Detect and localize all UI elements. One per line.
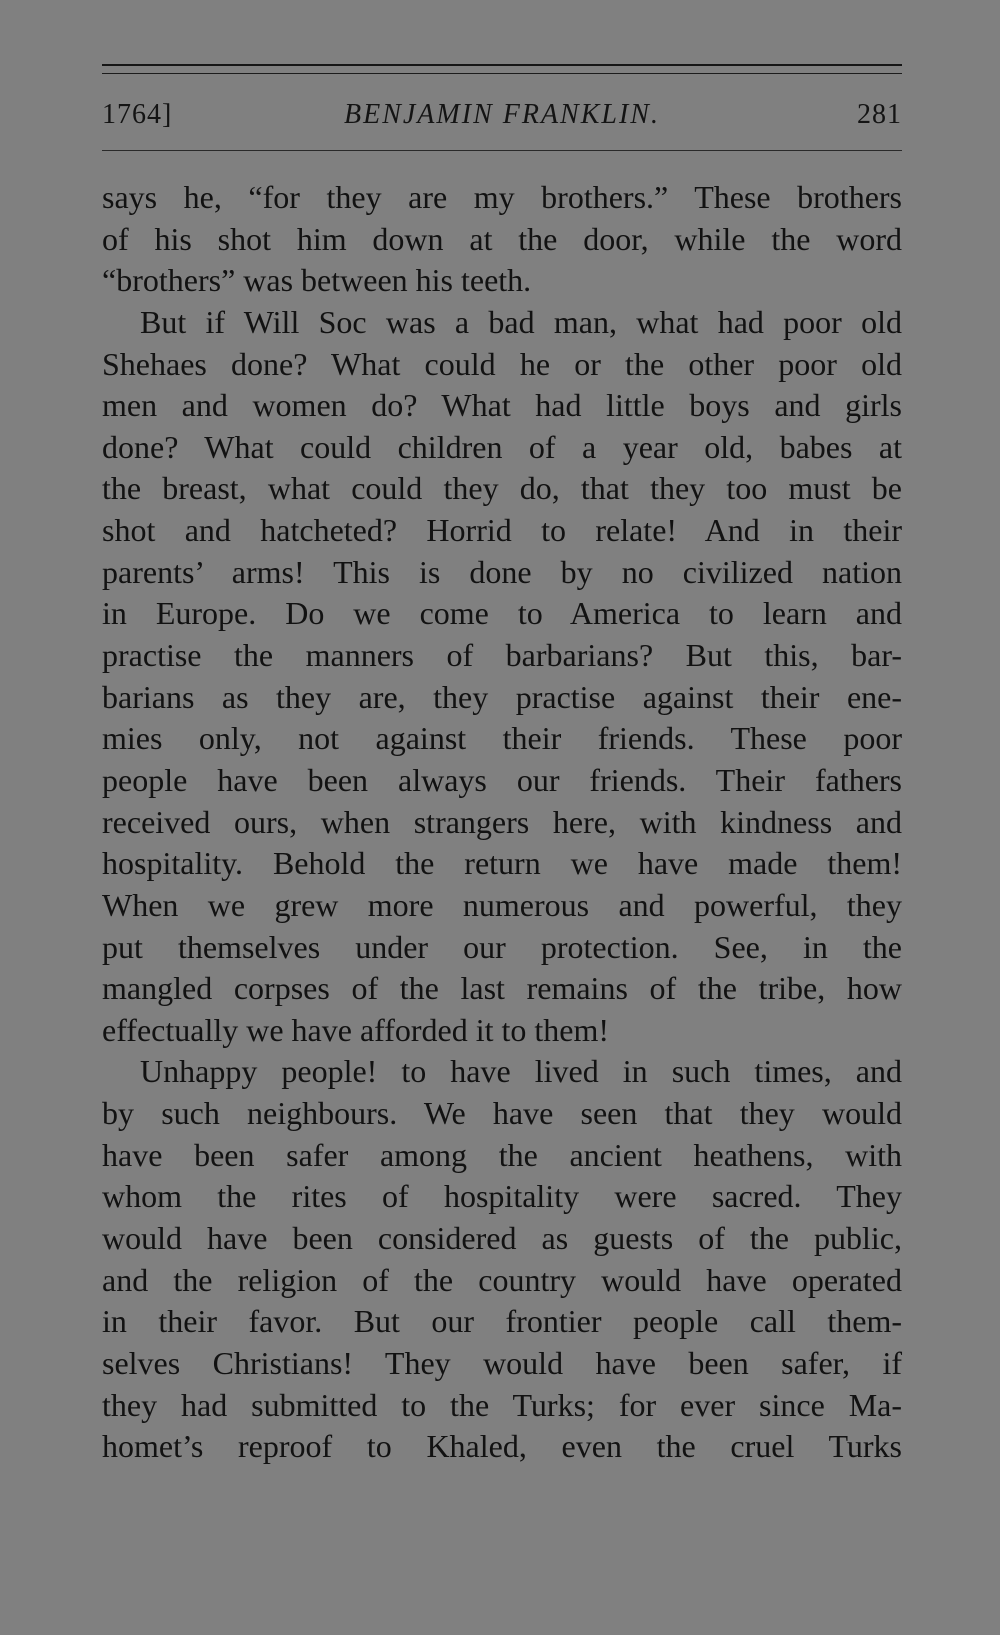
- text-line: effectually we have afforded it to them!: [102, 1011, 610, 1048]
- text-line: they had submitted to the Turks; for ever since Ma-: [102, 1386, 902, 1423]
- text-line: would have been considered as guests of the public,: [102, 1220, 902, 1257]
- text-line: and the religion of the country would have operated: [102, 1261, 902, 1298]
- text-line: “brothers” was between his teeth.: [102, 262, 532, 299]
- paragraph: [102, 302, 902, 1052]
- text-line: in Europe. Do we come to America to learn and: [102, 595, 902, 632]
- text-line: mies only, not against their friends. These poor: [102, 720, 902, 757]
- text-line: Unhappy people! to have lived in such times, and: [140, 1053, 902, 1090]
- text-line: put themselves under our protection. See, in the: [102, 928, 902, 965]
- top-rule-thick: [102, 64, 902, 66]
- text-line: men and women do? What had little boys and girls: [102, 387, 902, 424]
- text-line: whom the rites of hospitality were sacred. They: [102, 1178, 902, 1215]
- text-line: practise the manners of barbarians? But this, bar-: [102, 637, 902, 674]
- running-head-title: BENJAMIN FRANKLIN.: [344, 99, 660, 130]
- body-text: [102, 177, 902, 1468]
- text-line: by such neighbours. We have seen that they would: [102, 1095, 902, 1132]
- book-page: [102, 0, 902, 1635]
- text-line: homet’s reproof to Khaled, even the cruel Turks: [102, 1428, 902, 1465]
- text-line: done? What could children of a year old, babes at: [102, 428, 902, 465]
- text-line: received ours, when strangers here, with kindness and: [102, 803, 902, 840]
- text-line: people have been always our friends. Their fathers: [102, 761, 902, 798]
- text-line: hospitality. Behold the return we have made them!: [102, 845, 902, 882]
- running-head-year: 1764]: [102, 99, 173, 130]
- page-number: 281: [857, 99, 902, 130]
- text-line: have been safer among the ancient heathens, with: [102, 1136, 902, 1173]
- header-rule: [102, 150, 902, 151]
- text-line: in their favor. But our frontier people call them-: [102, 1303, 902, 1340]
- top-rule-thin: [102, 73, 902, 74]
- text-line: shot and hatcheted? Horrid to relate! And in their: [102, 512, 902, 549]
- text-line: says he, “for they are my brothers.” These brothers: [102, 179, 902, 215]
- paragraph: [102, 177, 902, 302]
- text-line: When we grew more numerous and powerful, they: [102, 886, 902, 923]
- text-line: But if Will Soc was a bad man, what had poor old: [140, 303, 902, 340]
- text-line: Shehaes done? What could he or the other poor old: [102, 345, 902, 382]
- paragraph: [102, 1051, 902, 1467]
- text-line: mangled corpses of the last remains of the tribe, how: [102, 970, 902, 1007]
- text-line: barians as they are, they practise against their ene-: [102, 678, 902, 715]
- text-line: selves Christians! They would have been safer, if: [102, 1344, 902, 1381]
- text-line: the breast, what could they do, that they too must be: [102, 470, 902, 507]
- text-line: of his shot him down at the door, while the word: [102, 220, 902, 257]
- text-line: parents’ arms! This is done by no civilized nation: [102, 553, 902, 590]
- running-head: [102, 92, 902, 136]
